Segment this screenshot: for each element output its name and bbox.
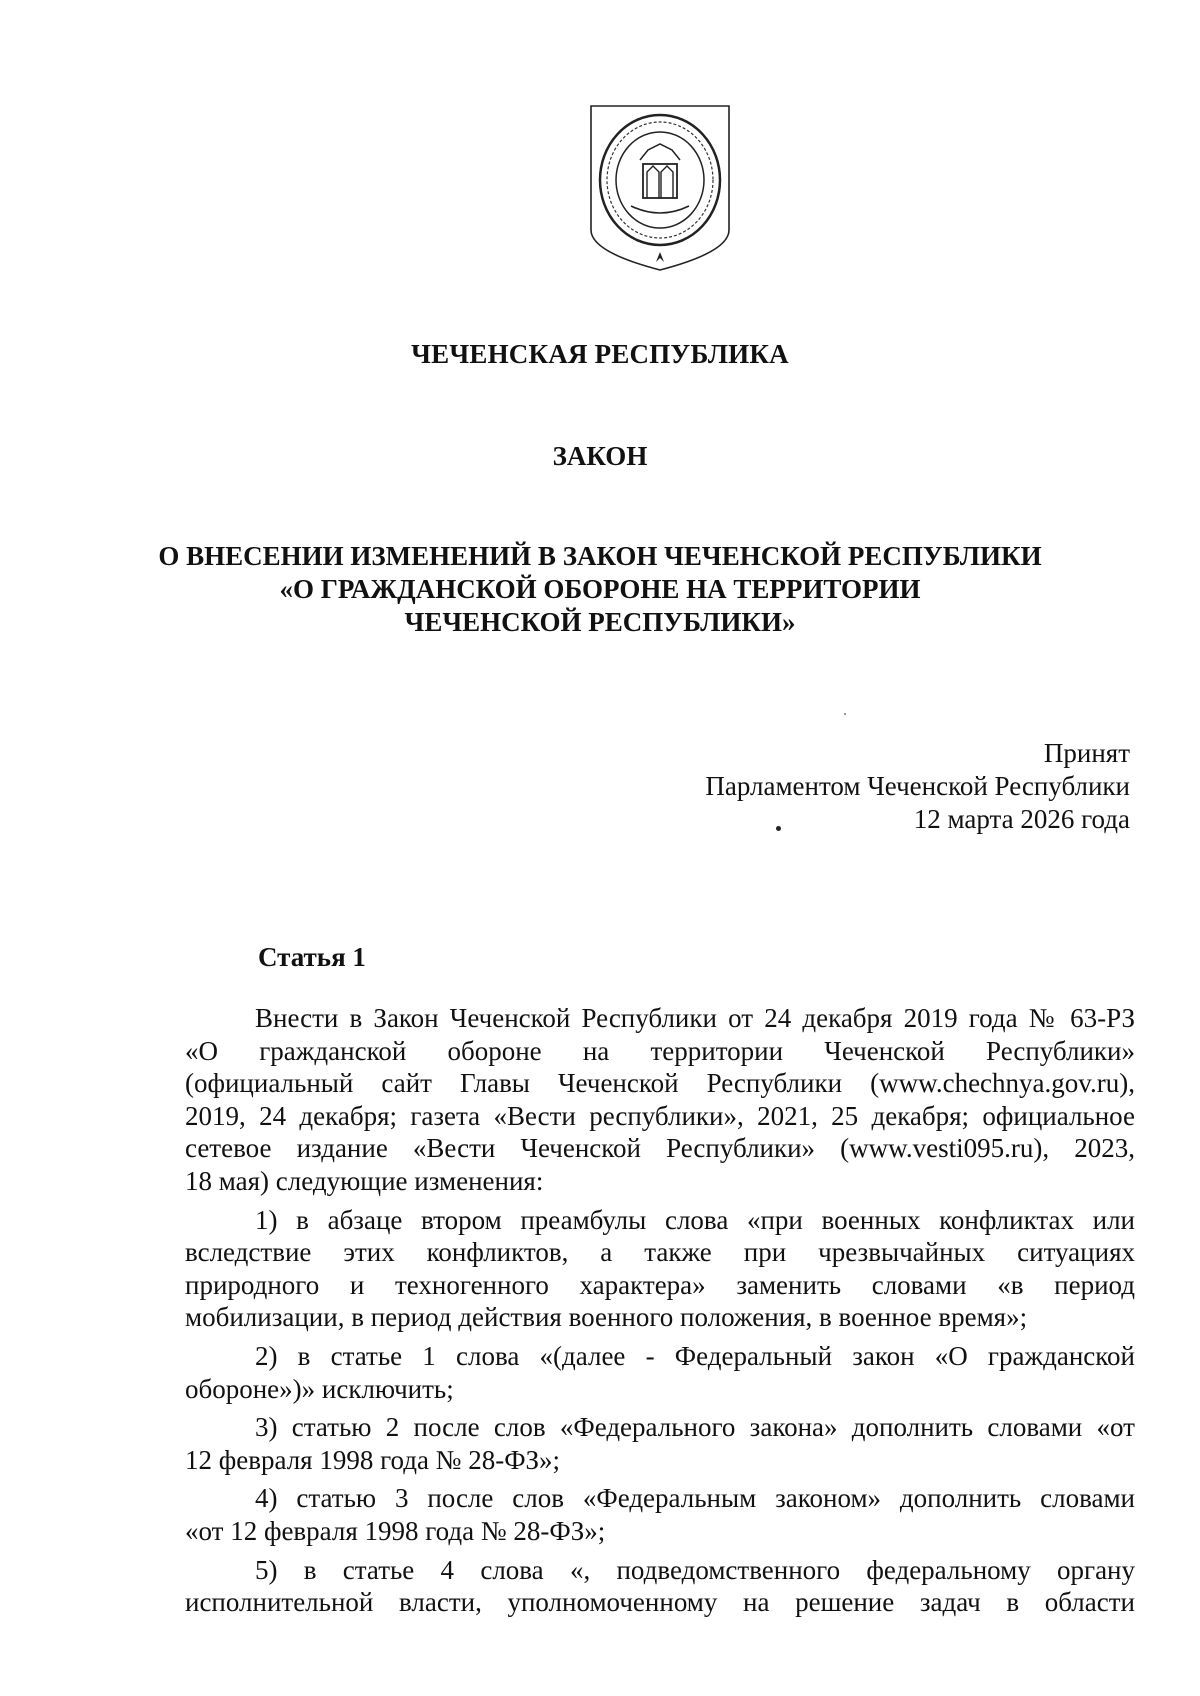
region-heading: ЧЕЧЕНСКАЯ РЕСПУБЛИКА [411,339,789,369]
text-line: Внести в Закон Чеченской Республики от 24 декабря 2019 года № 63-РЗ [255,1003,1135,1033]
text-line: исполнительной власти, уполномоченному на решение задач в области [185,1587,1135,1618]
text-line: природного и техногенного характера» заменить словами «в период [185,1269,1135,1300]
scan-speck [776,826,781,831]
text-line: вследствие этих конфликтов, а также при чрезвычайных ситуациях [185,1237,1135,1268]
adoption-block [705,737,1130,836]
paragraph [185,1002,1135,1198]
text-line: 18 мая) следующие изменения: [185,1165,544,1196]
text-line: 2) в статье 1 слова «(далее - Федеральный закон «О гражданской [255,1340,1135,1371]
law-title-line: «О ГРАЖДАНСКОЙ ОБОРОНЕ НА ТЕРРИТОРИИ [279,574,921,604]
text-line: мобилизации, в период действия военного положения, в военное время»; [185,1302,1028,1333]
text-line: 3) статью 2 после слов «Федерального закона» дополнить словами «от [255,1412,1135,1443]
paragraph [185,1340,1135,1405]
scan-speck [844,713,846,715]
adoption-line: Принят [1043,738,1130,768]
text-line: 2019, 24 декабря; газета «Вести республики», 2021, 25 декабря; официальное [185,1100,1135,1131]
text-line: обороне»)» исключить; [185,1373,454,1404]
text-line: 5) в статье 4 слова «, подведомственного федеральному органу [255,1554,1135,1585]
law-title [150,540,1050,639]
paragraph [185,1204,1135,1334]
text-line: 12 февраля 1998 года № 28-ФЗ»; [185,1444,561,1475]
paragraph [185,1411,1135,1476]
article-body [185,1002,1135,1625]
adoption-date: 12 марта 2026 года [913,804,1130,834]
text-line: (официальный сайт Главы Чеченской Республики (www.chechnya.gov.ru), [185,1068,1135,1099]
paragraph [185,1482,1135,1547]
law-title-line: О ВНЕСЕНИИ ИЗМЕНЕНИЙ В ЗАКОН ЧЕЧЕНСКОЙ РЕСПУБЛИКИ [158,541,1042,571]
text-line: «от 12 февраля 1998 года № 28-ФЗ»; [185,1515,606,1546]
article-title: Статья 1 [258,942,366,972]
text-line: 4) статью 3 после слов «Федеральным законом» дополнить словами [255,1483,1135,1514]
text-line: 1) в абзаце втором преамбулы слова «при военных конфликтах или [255,1204,1135,1235]
document-type-heading: ЗАКОН [552,441,648,471]
text-line: сетевое издание «Вести Чеченской Республики» (www.vesti095.ru), 2023, [185,1133,1135,1164]
text-line: «О гражданской обороне на территории Чеченской Республики» [185,1035,1135,1066]
adoption-line: Парламентом Чеченской Республики [705,771,1130,801]
coat-of-arms-emblem [585,102,735,274]
law-title-line: ЧЕЧЕНСКОЙ РЕСПУБЛИКИ» [404,607,796,637]
paragraph [185,1554,1135,1619]
